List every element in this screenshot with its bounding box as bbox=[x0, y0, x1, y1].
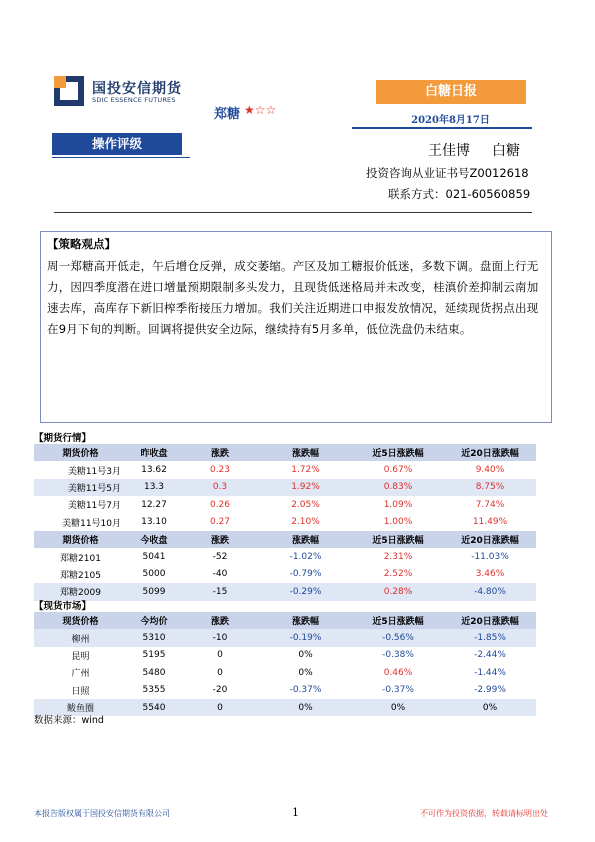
header-cell: 近5日涨跌幅 bbox=[352, 531, 444, 548]
change-pct-cell: -0.79% bbox=[289, 569, 322, 580]
company-logo-icon bbox=[54, 76, 84, 106]
header-cell: 今均价 bbox=[127, 612, 181, 629]
spot-section-title: 【现货市场】 bbox=[34, 601, 92, 612]
change-cell: 0 bbox=[181, 699, 259, 716]
commodity-name: 郑糖 bbox=[214, 107, 241, 122]
contract-cell: 美糖11号5月 bbox=[34, 479, 127, 496]
footer-disclaimer: 不可作为投资依据，转载请标明出处 bbox=[420, 809, 548, 818]
header-cell: 期货价格 bbox=[34, 531, 127, 548]
price-cell: 5355 bbox=[142, 685, 166, 696]
change-pct-cell: -0.37% bbox=[289, 685, 322, 696]
change-cell: 0.27 bbox=[209, 517, 231, 528]
table-row bbox=[34, 496, 536, 513]
change-20d-cell: -4.80% bbox=[444, 583, 536, 600]
market-cell: 柳州 bbox=[34, 629, 127, 646]
price-cell: 5041 bbox=[142, 552, 166, 563]
rating-stars: ★☆☆ bbox=[244, 103, 277, 117]
change-cell: 0.3 bbox=[181, 479, 259, 496]
rating-underline bbox=[52, 157, 190, 158]
price-cell: 13.62 bbox=[141, 465, 167, 476]
contract-cell: 郑糖2009 bbox=[34, 583, 127, 600]
change-20d-cell: 3.46% bbox=[475, 569, 505, 580]
header-cell: 涨跌 bbox=[181, 444, 259, 461]
table-header-row bbox=[34, 531, 536, 548]
change-20d-cell: -1.85% bbox=[444, 629, 536, 646]
change-pct-cell: 1.72% bbox=[291, 465, 320, 476]
table-header-row bbox=[34, 444, 536, 461]
contract-cell: 郑糖2101 bbox=[60, 553, 101, 564]
spot-table bbox=[34, 612, 536, 716]
change-20d-cell: -2.44% bbox=[474, 650, 506, 661]
data-source: 数据来源：wind bbox=[34, 715, 104, 726]
change-20d-cell: -11.03% bbox=[471, 552, 509, 563]
change-20d-cell: 0% bbox=[444, 699, 536, 716]
price-cell: 13.3 bbox=[127, 479, 181, 496]
change-20d-cell: 9.40% bbox=[475, 465, 505, 476]
change-5d-cell: 0.83% bbox=[352, 479, 444, 496]
header-cell: 涨跌幅 bbox=[259, 444, 352, 461]
change-20d-cell: -1.44% bbox=[474, 667, 506, 678]
header-cell: 近5日涨跌幅 bbox=[352, 612, 444, 629]
change-5d-cell: -0.38% bbox=[382, 650, 414, 661]
table-row bbox=[34, 647, 536, 664]
change-pct-cell: -0.29% bbox=[259, 583, 352, 600]
header-cell: 现货价格 bbox=[34, 612, 127, 629]
contract-cell: 美糖11号10月 bbox=[62, 518, 121, 529]
analyst-info bbox=[428, 140, 542, 160]
table-row bbox=[34, 629, 536, 646]
change-5d-cell: -0.56% bbox=[352, 629, 444, 646]
change-pct-cell: -1.02% bbox=[289, 552, 322, 563]
change-5d-cell: 0.67% bbox=[383, 465, 413, 476]
strategy-body: 周一郑糖高开低走，午后增仓反弹，成交萎缩。产区及加工糖报价低迷，多数下调。盘面上行无力，因四季度潜在进口增量预期限制多头发力，且现货低迷格局并未改变，桂滇价差抑制云南加速去库，高库存下新旧榨季衔接压力增加。我们关注近期进口申报发放情况，延续现货拐点出现在9月下旬的判断。回调将提供安全边际，继续持有5月多单，低位洗盘仍未结束。 bbox=[47, 259, 539, 336]
change-pct-cell: 0% bbox=[298, 667, 313, 678]
header-divider bbox=[352, 127, 532, 129]
table-header-row bbox=[34, 612, 536, 629]
change-cell: -52 bbox=[212, 552, 228, 563]
change-cell: -40 bbox=[212, 569, 228, 580]
company-name-en: SDIC ESSENCE FUTURES bbox=[92, 96, 176, 104]
section-divider bbox=[54, 212, 532, 213]
header-cell: 今收盘 bbox=[127, 531, 181, 548]
change-pct-cell: 2.10% bbox=[291, 517, 320, 528]
change-5d-cell: 2.31% bbox=[383, 552, 413, 563]
price-cell: 5540 bbox=[127, 699, 181, 716]
change-5d-cell: 0% bbox=[352, 699, 444, 716]
header-cell: 期货价格 bbox=[34, 444, 127, 461]
contract-cell: 郑糖2105 bbox=[60, 570, 101, 581]
footer-copyright: 本报告版权属于国投安信期货有限公司 bbox=[34, 809, 170, 818]
change-5d-cell: -0.37% bbox=[382, 685, 414, 696]
table-row bbox=[34, 583, 536, 600]
analyst-name: 王佳博 bbox=[428, 143, 470, 159]
header-cell: 近20日涨跌幅 bbox=[444, 612, 536, 629]
market-cell: 日照 bbox=[71, 686, 90, 697]
change-5d-cell: 2.52% bbox=[383, 569, 413, 580]
strategy-title: 【策略观点】 bbox=[47, 237, 116, 251]
market-cell: 鲅鱼圈 bbox=[34, 699, 127, 716]
company-name-cn: 国投安信期货 bbox=[92, 81, 182, 97]
change-20d-cell: 11.49% bbox=[472, 517, 508, 528]
strategy-box bbox=[40, 231, 552, 423]
futures-table bbox=[34, 444, 536, 601]
price-cell: 13.10 bbox=[141, 517, 167, 528]
table-row bbox=[34, 461, 536, 478]
change-pct-cell: 0% bbox=[298, 650, 313, 661]
price-cell: 5310 bbox=[127, 629, 181, 646]
market-cell: 广州 bbox=[71, 669, 90, 680]
price-cell: 12.27 bbox=[141, 499, 167, 510]
header-cell: 涨跌幅 bbox=[259, 531, 352, 548]
change-pct-cell: 1.92% bbox=[259, 479, 352, 496]
change-pct-cell: 2.05% bbox=[291, 499, 320, 510]
header-cell: 近20日涨跌幅 bbox=[444, 444, 536, 461]
contact-info: 联系方式：021-60560859 bbox=[388, 187, 531, 201]
contract-cell: 美糖11号3月 bbox=[67, 466, 121, 477]
change-cell: 0 bbox=[217, 650, 223, 661]
page-number: 1 bbox=[292, 806, 299, 819]
change-5d-cell: 0.28% bbox=[352, 583, 444, 600]
change-cell: -15 bbox=[181, 583, 259, 600]
table-row bbox=[34, 699, 536, 716]
futures-section-title: 【期货行情】 bbox=[34, 433, 92, 444]
price-cell: 5480 bbox=[142, 667, 166, 678]
change-cell: 0.26 bbox=[209, 499, 231, 510]
header-cell: 近20日涨跌幅 bbox=[444, 531, 536, 548]
header-cell: 涨跌 bbox=[181, 531, 259, 548]
contract-cell: 美糖11号7月 bbox=[67, 501, 121, 512]
change-pct-cell: 0% bbox=[259, 699, 352, 716]
header-cell: 涨跌幅 bbox=[259, 612, 352, 629]
header-cell: 近5日涨跌幅 bbox=[352, 444, 444, 461]
price-cell: 5099 bbox=[127, 583, 181, 600]
change-cell: -20 bbox=[212, 685, 228, 696]
change-20d-cell: -2.99% bbox=[474, 685, 506, 696]
header-cell: 昨收盘 bbox=[127, 444, 181, 461]
change-20d-cell: 7.74% bbox=[475, 499, 505, 510]
report-date: 2020年8月17日 bbox=[411, 115, 490, 126]
change-5d-cell: 0.46% bbox=[383, 667, 413, 678]
table-row bbox=[34, 514, 536, 531]
change-cell: 0.23 bbox=[209, 465, 231, 476]
table-row bbox=[34, 566, 536, 583]
report-type-banner: 白糖日报 bbox=[376, 80, 526, 104]
table-row bbox=[34, 548, 536, 565]
market-cell: 昆明 bbox=[71, 651, 90, 662]
change-cell: -10 bbox=[181, 629, 259, 646]
table-row bbox=[34, 479, 536, 496]
price-cell: 5195 bbox=[142, 650, 166, 661]
rating-banner: 操作评级 bbox=[52, 133, 182, 155]
table-row bbox=[34, 664, 536, 681]
header-cell: 涨跌 bbox=[181, 612, 259, 629]
analyst-sector: 白糖 bbox=[492, 143, 520, 159]
price-cell: 5000 bbox=[142, 569, 166, 580]
change-cell: 0 bbox=[217, 667, 223, 678]
table-row bbox=[34, 682, 536, 699]
change-pct-cell: -0.19% bbox=[259, 629, 352, 646]
license-number: 投资咨询从业证书号Z0012618 bbox=[366, 166, 529, 180]
change-5d-cell: 1.00% bbox=[383, 517, 413, 528]
change-5d-cell: 1.09% bbox=[383, 499, 413, 510]
change-20d-cell: 8.75% bbox=[444, 479, 536, 496]
